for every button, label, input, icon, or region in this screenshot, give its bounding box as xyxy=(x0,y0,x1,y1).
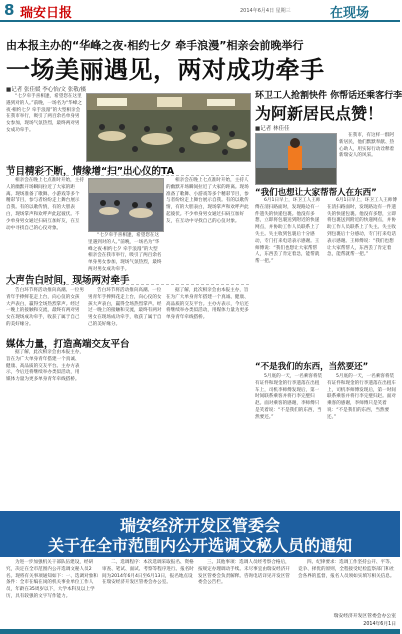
lead-byline: ■记者 张佳媛 李心怡/文 张敬/摄 xyxy=(6,87,87,93)
section-photo-1 xyxy=(88,178,164,232)
lead-section-3-text: 据了解，此次相亲会由本报主办，旨在为广大单身青年搭建一个真诚、健康、高品质的交友平台。主办方表示，今后还将继续举办类似活动，用媒体力量为更多单身青年牵线搭桥。 xyxy=(6,350,84,383)
right-story-col-1 xyxy=(255,198,323,358)
lead-intro-text: “七夕牵手喜相逢，希望您在这里遇到对的人。”前晚，一场名为“华峰之夜·相约七夕 牵手浪漫”的大型相亲会在我市举行，吸引了两百余名单身男女参加，现场气氛热烈，最终两对男女成功牵手。 xyxy=(6,94,82,133)
notice-col-1 xyxy=(6,560,98,626)
notice-col-2 xyxy=(102,560,194,626)
right-story-photo xyxy=(255,133,337,185)
notice-col-3 xyxy=(198,560,294,626)
right-story-col-4 xyxy=(327,374,397,502)
lead-subhead-2: 大声告白时间，现场两对牵手 xyxy=(6,275,130,286)
notice-col-2-text: 二、选调程序：本次选调采取报名、资格审查、笔试、面试、考察等程序进行。报名时间为2014年6月4日至6月13日，报名地点设在瑞安经济开发区管委会办公室。 xyxy=(102,560,194,586)
notice-title-line-2: 关于在全市范围内公开选调文秘人员的通知 xyxy=(47,536,352,555)
right-story-col-3 xyxy=(255,374,323,502)
lead-section-2-text: 告白环节将活动推向高潮。一位男青年手捧鲜花走上台，向心仪的女孩大声表白，赢得全场热烈掌声。经过一晚上的接触和交流，最终有两对男女在现场成功牵手，收获了属于自己的美好缘分。 xyxy=(6,288,84,327)
lead-section-1-text: 相亲会在晚上七点准时开始，主持人的幽默开场瞬间拉近了大家的距离。现场准备了歌舞、小游戏等多个精彩节目，参与者纷纷走上舞台展示自我。有的以歌传情，有的大胆表白，现场掌声和欢呼声此起彼伏。不少单身男女通过扫码互加好友，在互动中寻找自己的心仪对象。 xyxy=(6,178,84,231)
event-photo-image xyxy=(87,94,250,161)
notice-col-4 xyxy=(298,560,396,610)
lead-subhead-1: 节目精彩不断，情缘增“扫”出心仪的TA xyxy=(6,166,175,177)
right-story-intro xyxy=(339,133,397,183)
newspaper-logo: 瑞安日报 xyxy=(20,6,73,21)
lead-section-1-col-2-text: “七夕牵手喜相逢，希望您在这里遇到对的人。”前晚，一场名为“华峰之夜·相约七夕 牵手浪漫”的大型相亲会在我市举行，吸引了两百余名单身男女参加，现场气氛热烈，最终两对男女成功牵手。 xyxy=(88,233,162,272)
section-title: 在现场 xyxy=(330,6,370,21)
lead-col-2-continued xyxy=(88,288,162,500)
lead-section-1-col-3-text: 相亲会在晚上七点准时开始，主持人的幽默开场瞬间拉近了大家的距离。现场准备了歌舞、小游戏等多个精彩节目，参与者纷纷走上舞台展示自我。有的以歌传情，有的大胆表白，现场掌声和欢呼声此起彼伏。不少单身男女通过扫码互加好友，在互动中寻找自己的心仪对象。 xyxy=(166,178,249,224)
page-number: 8 xyxy=(4,1,15,19)
lead-photo xyxy=(86,93,251,162)
right-story-byline: ■记者 林佳佳 xyxy=(255,126,290,132)
notice-signature: 瑞安经济开发区管委会办公室 xyxy=(333,614,396,619)
lead-section-2-col-1 xyxy=(6,288,84,332)
page-footer-bar xyxy=(0,629,400,634)
lead-col-2-text: 告白环节将活动推向高潮。一位男青年手捧鲜花走上台，向心仪的女孩大声表白，赢得全场热烈掌声。经过一晚上的接触和交流，最终有两对男女在现场成功牵手，收获了属于自己的美好缘分。 xyxy=(88,288,162,327)
lead-section-1-col-3 xyxy=(166,178,249,268)
divider xyxy=(6,284,249,285)
right-story-body-1: 6月1日早上，环卫工人王师傅在清扫路面时，发现路边有一件遗失的快递包裹。他没有多想，立即将包裹送到附近的快递网点，并协助工作人员联系上了失主。失主收到包裹后十分感动，专门打来电话表示感谢。王师傅说：“我们也想让大家帮帮人，东西丢了肯定着急，能帮就帮一把。” xyxy=(255,198,321,265)
lead-section-1-col-2 xyxy=(88,233,162,272)
notice-date: 2014年6月1日 xyxy=(363,622,396,627)
right-story-body-2b: 5月底的一天，一名乘客将装有证件和现金的行李遗落在出租车上，司机李师傅发现后，第一时间联系乘客并将行李完璧归赵。面对乘客的感谢，李师傅只是笑着说：“不是我们的东西，当然要还。” xyxy=(327,374,396,420)
right-story-body-2: 5月底的一天，一名乘客将装有证件和现金的行李遗落在出租车上，司机李师傅发现后，第一时间联系乘客并将行李完璧归赵。面对乘客的感谢，李师傅只是笑着说：“不是我们的东西，当然要还。” xyxy=(255,374,323,420)
lead-intro xyxy=(6,94,82,159)
divider xyxy=(6,175,249,176)
right-story-intro-text: 在我市，有这样一群阿新居民，他们默默奉献、热心助人，用实际行动诠释着新瑞安人的风采。 xyxy=(339,133,395,159)
lead-col-3-continued xyxy=(166,288,249,500)
stage-photo-image xyxy=(89,179,163,231)
lead-section-1-col-1 xyxy=(6,178,84,268)
lead-col-3-text: 据了解，此次相亲会由本报主办，旨在为广大单身青年搭建一个真诚、健康、高品质的交友平台。主办方表示，今后还将继续举办类似活动，用媒体力量为更多单身青年牵线搭桥。 xyxy=(166,288,249,321)
lead-section-3-col-1 xyxy=(6,350,84,500)
notice-title-line-1: 瑞安经济开发区管委会 xyxy=(119,516,280,535)
notice-col-1-text: 为进一步加强机关干部队伍建设，经研究，决定在全市范围内公开选调文秘人员2名。现将有关事项通知如下：一、选调对象和条件：全市在编在岗的机关事业单位工作人员，年龄在35周岁以下，大学本科及以上学历，具有较强的文字写作能力。 xyxy=(6,560,98,599)
sanitation-worker-image xyxy=(256,134,336,184)
lead-subhead-3: 媒体力量，打造高端交友平台 xyxy=(6,339,130,350)
right-story-col-2 xyxy=(327,198,397,358)
issue-date: 2014年6月4日 星期三 xyxy=(240,8,291,14)
lead-kicker: 由本报主办的“华峰之夜·相约七夕 牵手浪漫”相亲会前晚举行 xyxy=(6,39,304,52)
right-story-body-1b: 6月1日早上，环卫工人王师傅在清扫路面时，发现路边有一件遗失的快递包裹。他没有多想，立即将包裹送到附近的快递网点，并协助工作人员联系上了失主。失主收到包裹后十分感动，专门打来电话表示感谢。王师傅说：“我们也想让大家帮帮人，东西丢了肯定着急，能帮就帮一把。” xyxy=(327,198,397,258)
right-subhead-1: “我们也想让大家帮帮人在东西” xyxy=(255,188,377,198)
lead-headline: 一场美丽遇见，两对成功牵手 xyxy=(6,56,325,84)
right-story-kicker: 环卫工人抢割快件 你帮话还乘客行李 xyxy=(255,91,402,101)
right-story-headline: 为阿新居民点赞！ xyxy=(255,104,384,123)
right-subhead-2: “不是我们的东西，当然要还” xyxy=(255,362,369,372)
notice-col-3-text: 三、其他事项：选调人员经考察合格后，按规定办理调动手续。未尽事宜由瑞安经济开发区管委会负责解释。咨询电话详见开发区管委会公告栏。 xyxy=(198,560,290,586)
notice-col-4-text: 四、纪律要求：选调工作坚持公开、平等、竞争、择优的原则，全程接受纪检监察部门和社会各界的监督，报名人员须如实填写相关信息。 xyxy=(298,560,395,579)
